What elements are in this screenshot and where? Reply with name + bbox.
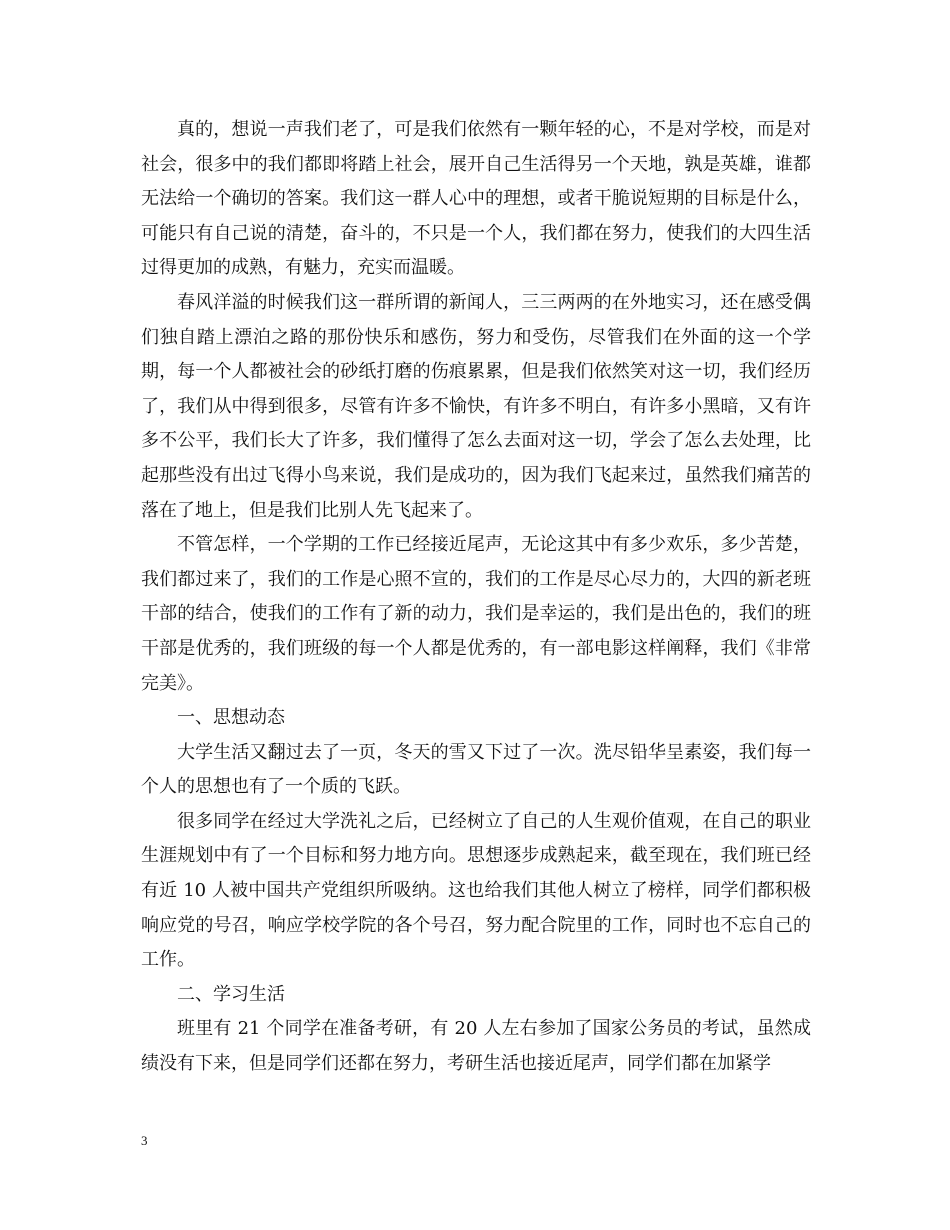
paragraph-work-summary: 不管怎样，一个学期的工作已经接近尾声，无论这其中有多少欢乐，多少苦楚，我们都过来了，我们的工作是心照不宣的，我们的工作是尽心尽力的，大四的新老班干部的结合，使我们的工作有了新的动力，我们是幸运的，我们是出色的，我们的班干部是优秀的，我们班级的每一个人都是优秀的，有一部电影这样阐释，我们《非常完美》。 [141, 534, 811, 694]
page-number: 3 [141, 1133, 148, 1148]
paragraph-thought-2: 很多同学在经过大学洗礼之后，已经树立了自己的人生观价值观，在自己的职业生涯规划中有了一个目标和努力地方向。思想逐步成熟起来，截至现在，我们班已经有近 10 人被中国共产党组织所吸纳。这也给我们其他人树立了榜样，同学们都积极响应党的号召，响应学校学院的各个号召，努力配合院里的工作，同时也不忘自己的工作。 [141, 810, 811, 971]
section-heading-thought: 一、思想动态 [177, 707, 285, 729]
section-heading-study: 二、学习生活 [177, 983, 285, 1005]
paragraph-study-1: 班里有 21 个同学在准备考研，有 20 人左右参加了国家公务员的考试，虽然成绩没有下来，但是同学们还都在努力，考研生活也接近尾声，同学们都在加紧学 [141, 1018, 811, 1075]
paragraph-intro: 真的，想说一声我们老了，可是我们依然有一颗年轻的心，不是对学校，而是对社会，很多中的我们都即将踏上社会，展开自己生活得另一个天地，孰是英雄，谁都无法给一个确切的答案。我们这一群人心中的理想，或者干脆说短期的目标是什么，可能只有自己说的清楚，奋斗的，不只是一个人，我们都在努力，使我们的大四生活过得更加的成熟，有魅力，充实而温暖。 [141, 119, 811, 279]
paragraph-internship: 春风洋溢的时候我们这一群所谓的新闻人，三三两两的在外地实习，还在感受偶们独自踏上漂泊之路的那份快乐和感伤，努力和受伤，尽管我们在外面的这一个学期，每一个人都被社会的砂纸打磨的伤痕累累，但是我们依然笑对这一切，我们经历了，我们从中得到很多，尽管有许多不愉快，有许多不明白，有许多小黑暗，又有许多不公平，我们长大了许多，我们懂得了怎么去面对这一切，学会了怎么去处理，比起那些没有出过飞得小鸟来说，我们是成功的，因为我们飞起来过，虽然我们痛苦的落在了地上，但是我们比别人先飞起来了。 [141, 291, 811, 521]
paragraph-thought-1: 大学生活又翻过去了一页，冬天的雪又下过了一次。洗尽铅华呈素姿，我们每一个人的思想也有了一个质的飞跃。 [141, 741, 811, 798]
document-body [141, 113, 811, 1082]
